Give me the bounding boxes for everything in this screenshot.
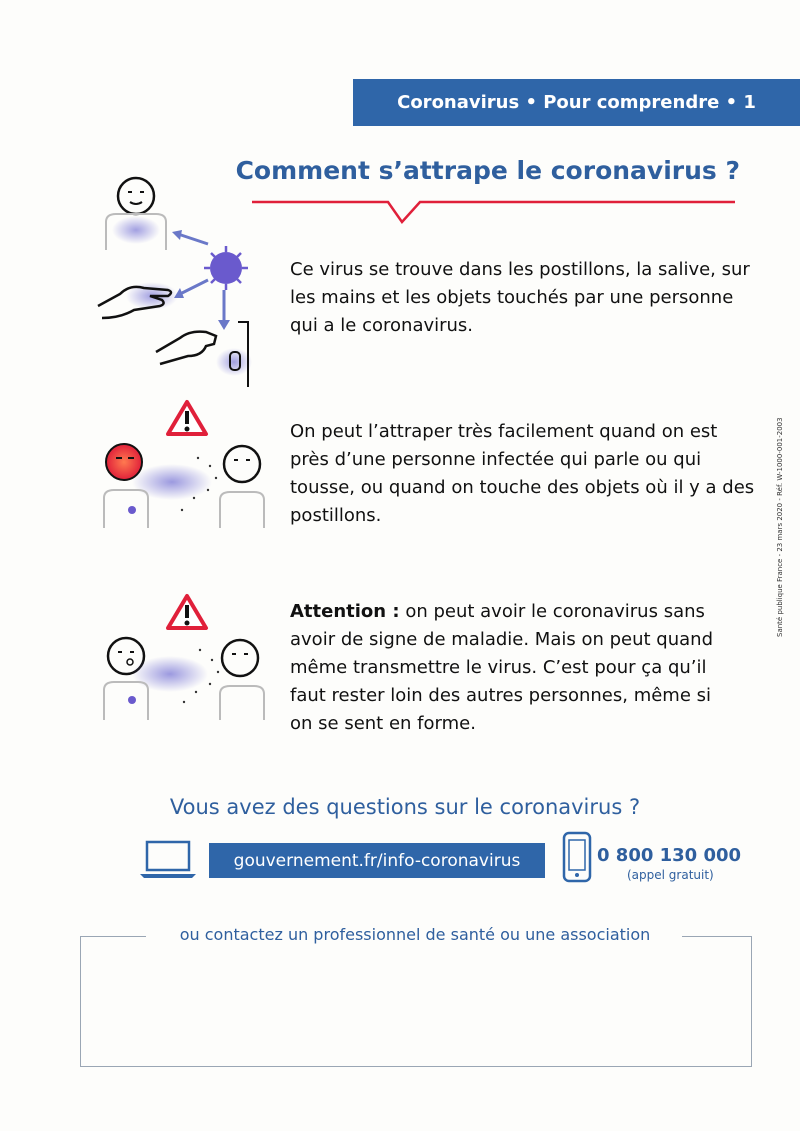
section-3-body: on peut avoir le coronavirus sans avoir de signe de maladie. Mais on peut quand même transmettre le virus. C’est pour ça qu’il faut rester loin des autres personnes, même si on se sent en forme. [290, 601, 713, 734]
info-website-link[interactable] [209, 843, 545, 878]
section-1-text: Ce virus se trouve dans les postillons, la salive, sur les mains et les objets touchés par une personne qui a le coronavirus. [290, 259, 750, 336]
side-reference [776, 417, 786, 637]
info-website-url: gouvernement.fr/info-coronavirus [233, 850, 521, 871]
page-title: Comment s’attrape le coronavirus ? [235, 156, 740, 185]
contact-box-top-border-right [682, 936, 751, 937]
warning-icon [168, 596, 206, 628]
section-2-text: On peut l’attraper très facilement quand on est près d’une personne infectée qui parle ou qui tousse, ou quand on touche des objets où il y a des postillons. [290, 421, 755, 526]
attention-label: Attention : [290, 601, 400, 622]
asymptomatic-person-illustration [98, 590, 273, 730]
virus-sources-illustration [90, 172, 260, 387]
laptop-icon [138, 838, 198, 880]
contact-box [80, 936, 752, 1067]
phone-note: (appel gratuit) [627, 868, 714, 882]
contact-box-top-border-left [80, 936, 146, 937]
infected-person-illustration [98, 398, 273, 538]
hand-touching-doorknob-icon [156, 322, 252, 387]
phone-number[interactable]: 0 800 130 000 [597, 845, 742, 866]
virus-icon [204, 246, 248, 290]
warning-icon [168, 402, 206, 434]
hand-icon [98, 282, 178, 318]
header-band-label: Coronavirus • Pour comprendre • 1 [397, 92, 756, 113]
side-reference-text: Santé publique France - 23 mars 2020 - Réf. W-1000-001-2003 [776, 417, 784, 637]
section-3-text [290, 598, 730, 738]
person-spitting-icon [106, 178, 166, 250]
questions-title: Vous avez des questions sur le coronavirus ? [169, 795, 641, 819]
smartphone-icon [561, 831, 593, 883]
contact-text: ou contactez un professionnel de santé ou une association [150, 925, 680, 944]
header-band [353, 79, 800, 126]
